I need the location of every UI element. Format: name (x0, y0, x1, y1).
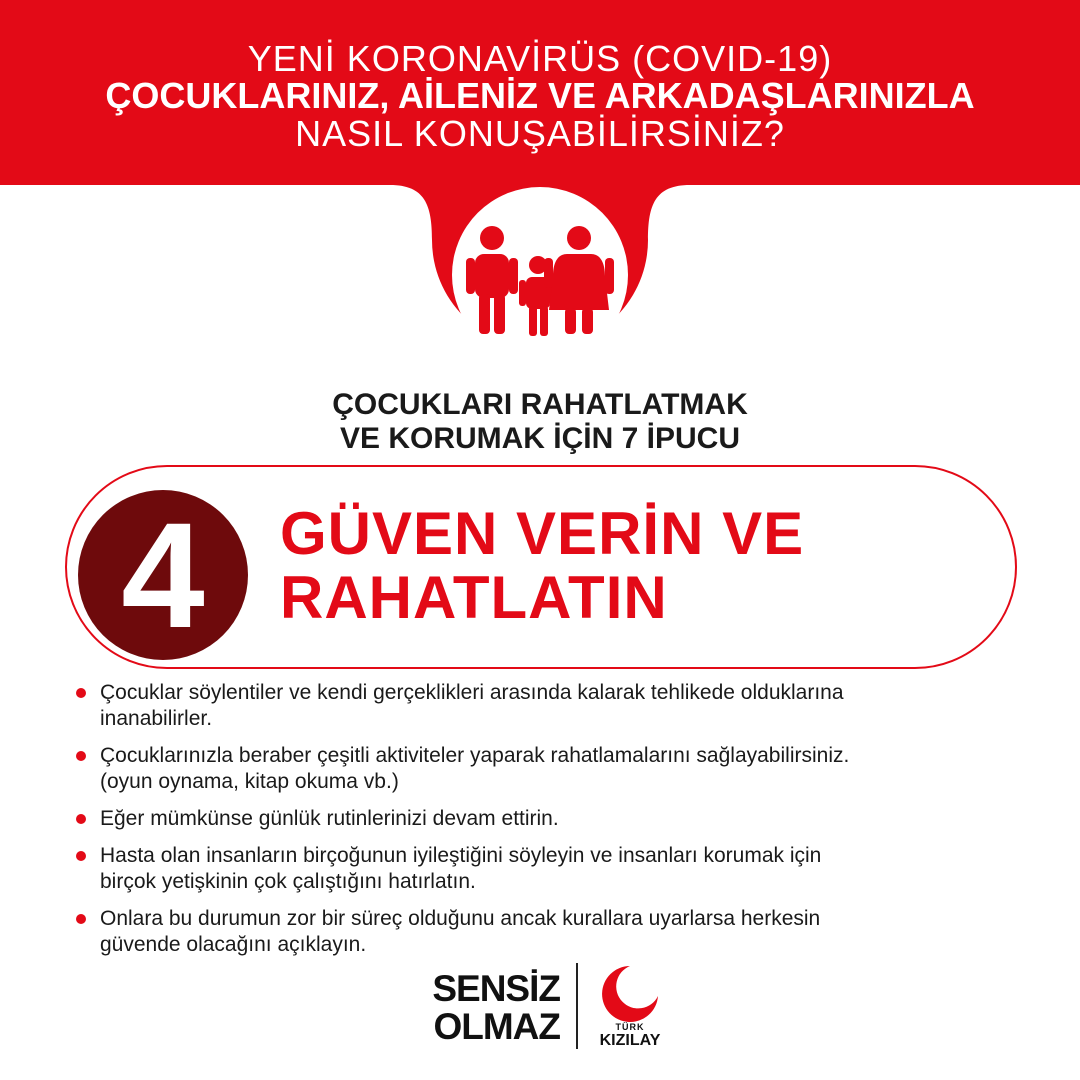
bullet-dot (76, 751, 86, 761)
tip-title (280, 502, 980, 630)
list-item (72, 743, 1032, 795)
slogan-line-1: SENSİZ (432, 968, 560, 1009)
bullet-dot (76, 851, 86, 861)
slogan-line-2: OLMAZ (433, 1006, 560, 1047)
footer-divider (576, 963, 578, 1049)
list-item (72, 906, 1032, 958)
list-item-text-line-2: (oyun oynama, kitap okuma vb.) (100, 770, 399, 793)
list-item (72, 680, 1032, 732)
list-item-text-line-1: Eğer mümkünse günlük rutinlerinizi devam ettirin. (100, 807, 559, 830)
list-item-text-line-2: güvende olacağını açıklayın. (100, 933, 367, 956)
tips-count: 7 İPUCU (621, 422, 741, 455)
crescent-icon (598, 962, 662, 1028)
list-item-text-line-1: Çocuklar söylentiler ve kendi gerçeklikleri arasında kalarak tehlikede olduklarına (100, 681, 844, 704)
list-item-text-line-1: Çocuklarınızla beraber çeşitli aktiviteler yaparak rahatlamalarını sağlayabilirsiniz. (100, 744, 850, 767)
tip-title-line-1: GÜVEN VERİN VE (280, 500, 805, 567)
list-item-text-line-1: Onlara bu durumun zor bir süreç olduğunu ancak kurallara uyarlarsa herkesin (100, 907, 821, 930)
tip-number-badge: 4 (78, 490, 248, 660)
tips-heading-line-2 (0, 422, 1080, 456)
bullet-dot (76, 914, 86, 924)
bullet-dot (76, 688, 86, 698)
bullet-dot (76, 814, 86, 824)
list-item (72, 843, 1032, 895)
header-line-3: NASIL KONUŞABİLİRSİNİZ? (295, 113, 785, 154)
list-item-text-line-1: Hasta olan insanların birçoğunun iyileştiğini söyleyin ve insanları korumak için (100, 844, 822, 867)
header-line-2: ÇOCUKLARINIZ, AİLENİZ VE ARKADAŞLARINIZLA (105, 75, 975, 116)
list-item-text-line-2: birçok yetişkinin çok çalıştığını hatırlatın. (100, 870, 476, 893)
header-line-1: YENİ KORONAVİRÜS (COVID-19) (247, 38, 833, 79)
tips-heading (0, 388, 1080, 456)
tips-list (72, 680, 1032, 969)
tips-heading-line-1: ÇOCUKLARI RAHATLATMAK (332, 388, 748, 421)
list-item (72, 806, 1032, 832)
tips-heading-line-2-prefix: VE KORUMAK İÇİN (339, 422, 622, 455)
logo-text-big: KIZILAY (599, 1032, 661, 1049)
slogan-logo (420, 970, 560, 1046)
family-icon (455, 210, 625, 350)
tip-title-line-2: RAHATLATIN (280, 564, 668, 631)
list-item-text-line-2: inanabilirler. (100, 707, 213, 730)
logo-text-small: TÜRK (615, 1022, 645, 1032)
